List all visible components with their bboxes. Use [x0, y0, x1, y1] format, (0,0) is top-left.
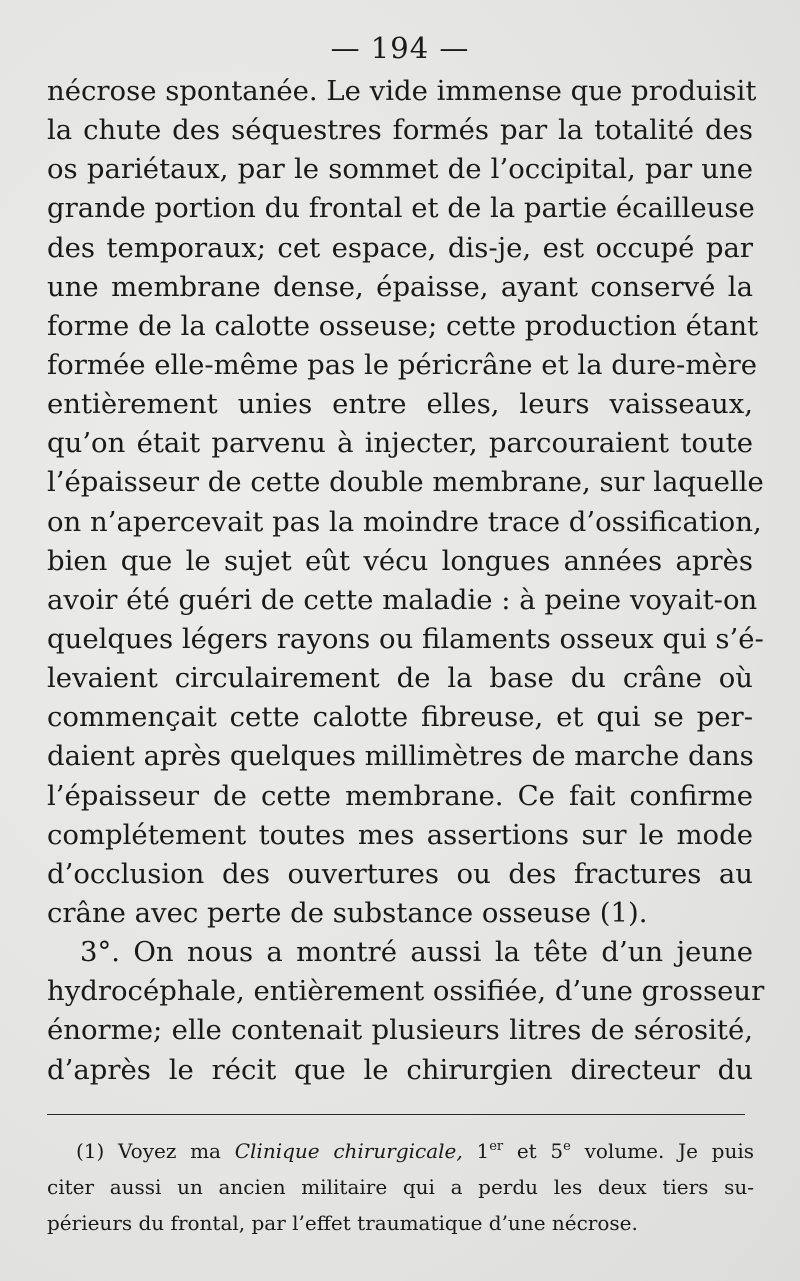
- footnote-marker: (1) Voyez ma: [76, 1139, 235, 1163]
- text-line: avoir été guéri de cette maladie : à peine voyait-on: [47, 583, 758, 616]
- text-line: daient après quelques millimètres de marche dans: [47, 740, 754, 773]
- footnote-divider: [47, 1114, 745, 1115]
- footnote-superscript-e: e: [563, 1139, 571, 1154]
- text-line: hydrocéphale, entièrement ossifiée, d’une grosseur: [47, 975, 765, 1008]
- text-line: entièrement unies entre elles, leurs vaisseaux,: [47, 388, 753, 421]
- text-line: crâne avec perte de substance osseuse (1).: [47, 896, 648, 929]
- text-line: grande portion du frontal et de la partie écailleuse: [47, 192, 755, 225]
- text-line: d’après le récit que le chirurgien directeur du: [47, 1053, 753, 1086]
- text-line: énorme; elle contenait plusieurs litres de sérosité,: [47, 1014, 753, 1047]
- text-line: os pariétaux, par le sommet de l’occipital, par une: [47, 153, 753, 186]
- text-line: levaient circulairement de la base du crâne où: [47, 662, 753, 695]
- text-line: complétement toutes mes assertions sur le mode: [47, 818, 753, 851]
- text-line: nécrose spontanée. Le vide immense que produisit: [47, 75, 757, 107]
- text-line: d’occlusion des ouvertures ou des fractures au: [47, 857, 753, 890]
- text-line: on n’apercevait pas la moindre trace d’ossification,: [47, 505, 762, 538]
- paragraph-start-line: 3°. On nous a montré aussi la tête d’un jeune: [80, 936, 753, 969]
- text-line: quelques légers rayons ou filaments osseux qui s’é-: [47, 622, 764, 655]
- footnote-line: citer aussi un ancien militaire qui a perdu les deux tiers su-: [47, 1175, 754, 1199]
- footnote-book-title: Clinique chirurgicale,: [234, 1139, 463, 1163]
- main-text: [47, 72, 765, 1090]
- footnote: [47, 1133, 754, 1241]
- text-line: commençait cette calotte fibreuse, et qui se per-: [47, 701, 753, 734]
- text-line: l’épaisseur de cette membrane. Ce fait confirme: [47, 779, 753, 812]
- footnote-line: [76, 1133, 754, 1169]
- footnote-superscript-er: er: [489, 1139, 504, 1154]
- text-line: qu’on était parvenu à injecter, parcouraient toute: [47, 427, 753, 460]
- footnote-volume-1: 1: [462, 1139, 490, 1163]
- footnote-line: périeurs du frontal, par l’effet traumatique d’une nécrose.: [47, 1211, 638, 1235]
- footnote-volume-5: et 5: [503, 1139, 564, 1163]
- page-number: — 194 —: [330, 31, 470, 65]
- text-line: une membrane dense, épaisse, ayant conservé la: [47, 270, 753, 303]
- text-line: formée elle-même pas le péricrâne et la dure-mère: [47, 348, 758, 381]
- text-line: des temporaux; cet espace, dis-je, est occupé par: [47, 231, 753, 264]
- footnote-tail: volume. Je puis: [570, 1139, 754, 1163]
- text-line: forme de la calotte osseuse; cette production étant: [47, 309, 759, 342]
- text-line: l’épaisseur de cette double membrane, sur laquelle: [47, 466, 764, 499]
- text-line: la chute des séquestres formés par la totalité des: [47, 114, 753, 147]
- text-line: bien que le sujet eût vécu longues années après: [47, 544, 753, 577]
